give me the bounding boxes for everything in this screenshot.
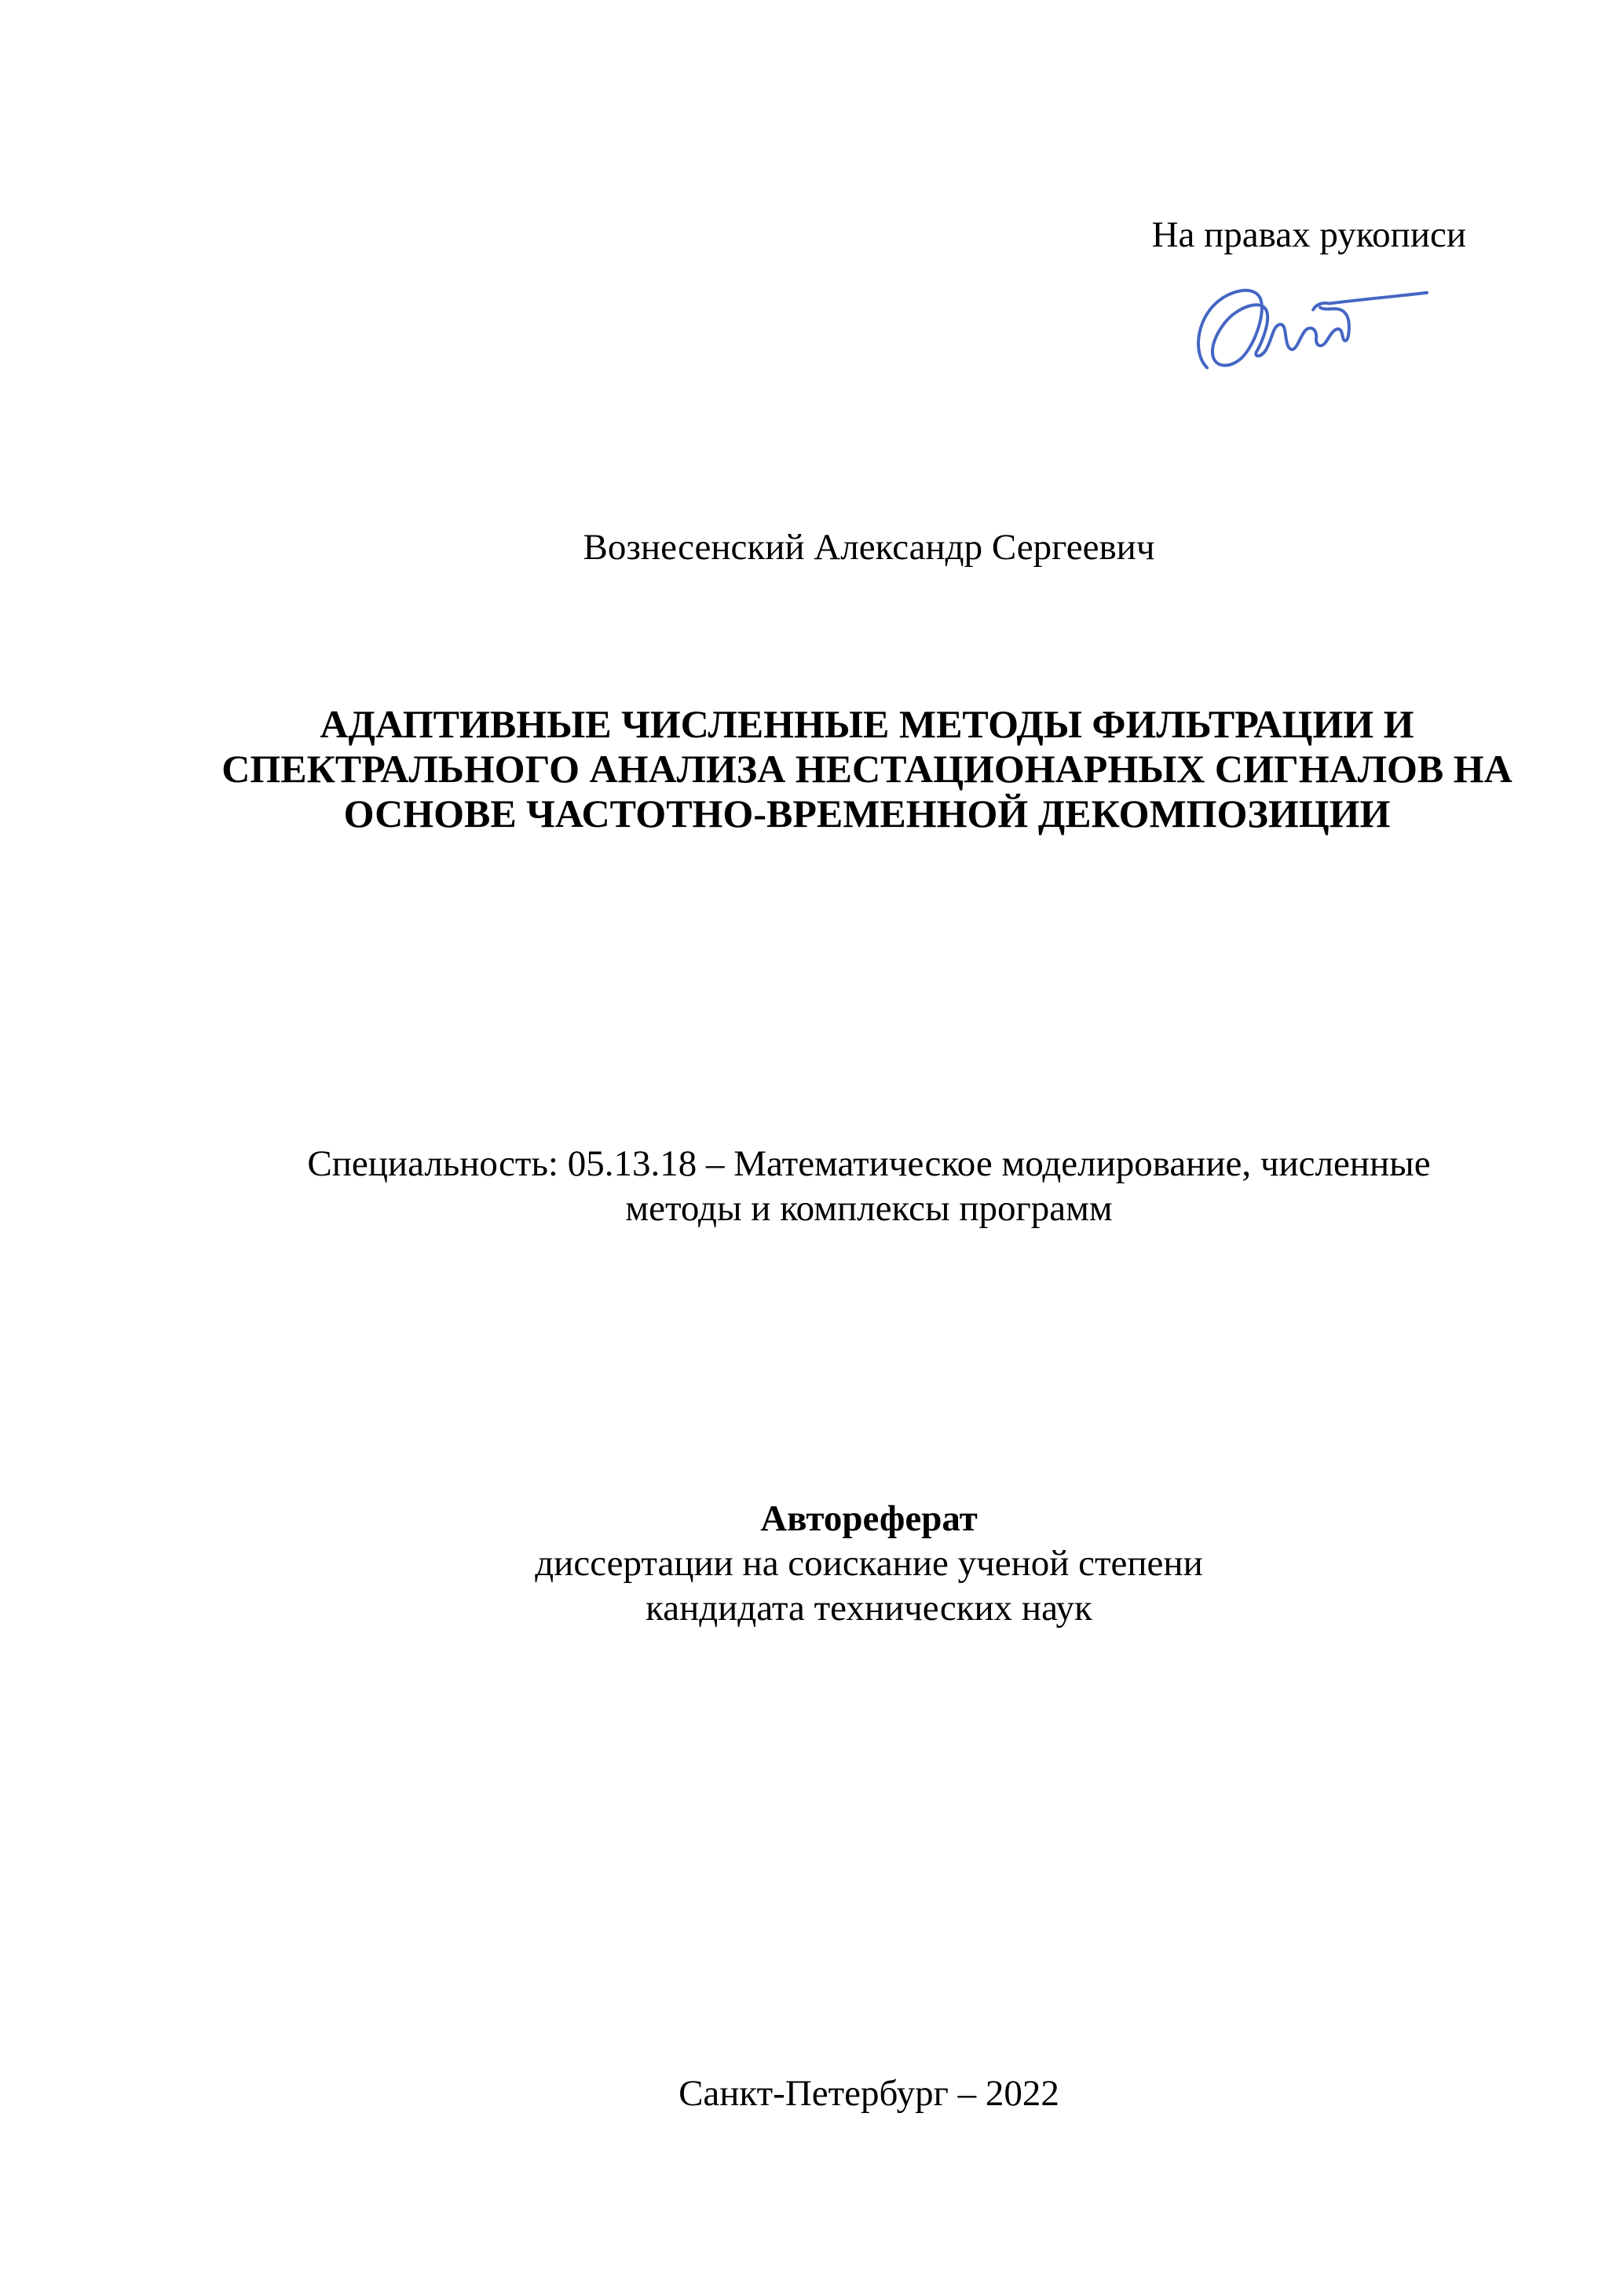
specialty-line: Специальность: 05.13.18 – Математическое моделирование, численные xyxy=(307,1143,1431,1184)
author-name: Вознесенский Александр Сергеевич xyxy=(583,527,1155,568)
city-year: Санкт-Петербург – 2022 xyxy=(678,2073,1059,2114)
handwritten-signature-icon xyxy=(1158,280,1429,386)
abstract-heading: Автореферат xyxy=(760,1498,978,1539)
manuscript-note: На правах рукописи xyxy=(1151,214,1466,255)
title-line: ОСНОВЕ ЧАСТОТНО-ВРЕМЕННОЙ ДЕКОМПОЗИЦИИ xyxy=(343,792,1391,835)
abstract-block xyxy=(232,1497,1506,1631)
title-line: СПЕКТРАЛЬНОГО АНАЛИЗА НЕСТАЦИОНАРНЫХ СИГНАЛОВ НА xyxy=(221,747,1512,791)
abstract-line: кандидата технических наук xyxy=(646,1588,1092,1629)
abstract-line: диссертации на соискание ученой степени xyxy=(535,1543,1203,1584)
specialty-line: методы и комплексы программ xyxy=(625,1188,1113,1229)
dissertation-title xyxy=(196,702,1538,836)
specialty xyxy=(232,1142,1506,1231)
title-line: АДАПТИВНЫЕ ЧИСЛЕННЫЕ МЕТОДЫ ФИЛЬТРАЦИИ И xyxy=(320,702,1414,746)
